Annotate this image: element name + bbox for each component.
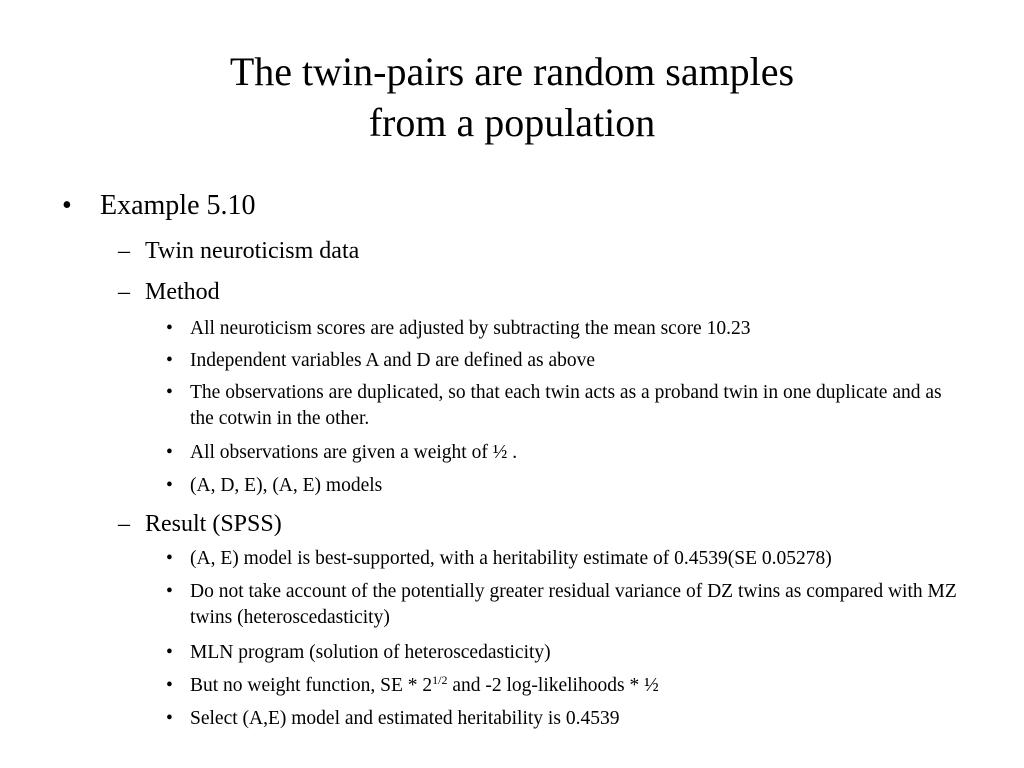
bullet-marker: • bbox=[166, 350, 173, 371]
bullet-marker: • bbox=[166, 642, 173, 663]
title-line-2: from a population bbox=[368, 100, 656, 145]
bullet-marker: • bbox=[166, 475, 173, 496]
method-item-5-text: (A, D, E), (A, E) models bbox=[190, 475, 383, 496]
method-item-2-text: Independent variables A and D are defined as above bbox=[190, 350, 596, 371]
weight-text-before: But no weight function, SE * 2 bbox=[190, 675, 433, 696]
method-item-3-text: The observations are duplicated, so that each twin acts as a proband twin in one duplicate and as the cotwin in the other. bbox=[190, 382, 942, 429]
bullet-marker: • bbox=[166, 548, 173, 569]
subbullet-result-text: Result (SPSS) bbox=[145, 511, 282, 537]
result-item-2 bbox=[166, 579, 966, 631]
bullet-example-text: Example 5.10 bbox=[100, 190, 256, 221]
weight-text-after: and -2 log-likelihoods * ½ bbox=[447, 675, 659, 696]
slide-title bbox=[0, 46, 1024, 148]
method-item-2 bbox=[166, 348, 966, 374]
bullet-marker: • bbox=[166, 708, 173, 729]
method-item-4 bbox=[166, 440, 966, 466]
method-item-4-text: All observations are given a weight of ½ . bbox=[190, 442, 518, 463]
subbullet-data-text: Twin neuroticism data bbox=[145, 238, 360, 264]
method-item-3 bbox=[166, 380, 966, 432]
bullet-marker: • bbox=[166, 318, 173, 339]
result-item-4-text bbox=[190, 673, 966, 699]
result-item-2-text: Do not take account of the potentially greater residual variance of DZ twins as compared with MZ twins (heteroscedasticity) bbox=[190, 581, 957, 628]
result-item-5 bbox=[166, 706, 966, 732]
dash-marker: – bbox=[118, 238, 130, 264]
bullet-marker: • bbox=[166, 581, 173, 602]
bullet-marker: • bbox=[166, 442, 173, 463]
bullet-marker: • bbox=[166, 675, 173, 696]
title-line-1: The twin-pairs are random samples bbox=[229, 49, 795, 94]
dash-marker: – bbox=[118, 511, 130, 537]
result-item-1 bbox=[166, 546, 966, 572]
result-item-1-text: (A, E) model is best-supported, with a heritability estimate of 0.4539(SE 0.05278) bbox=[190, 548, 832, 569]
weight-exponent: 1/2 bbox=[432, 673, 448, 687]
bullet-marker: • bbox=[62, 190, 72, 221]
subbullet-method-text: Method bbox=[145, 279, 220, 305]
dash-marker: – bbox=[118, 279, 130, 305]
result-item-3-text: MLN program (solution of heteroscedasticity) bbox=[190, 642, 551, 663]
result-item-5-text: Select (A,E) model and estimated heritability is 0.4539 bbox=[190, 708, 620, 729]
method-item-1 bbox=[166, 316, 966, 342]
method-item-5 bbox=[166, 473, 966, 499]
method-item-1-text: All neuroticism scores are adjusted by subtracting the mean score 10.23 bbox=[190, 318, 751, 339]
result-item-4 bbox=[166, 673, 966, 699]
bullet-marker: • bbox=[166, 382, 173, 403]
result-item-3 bbox=[166, 640, 966, 666]
